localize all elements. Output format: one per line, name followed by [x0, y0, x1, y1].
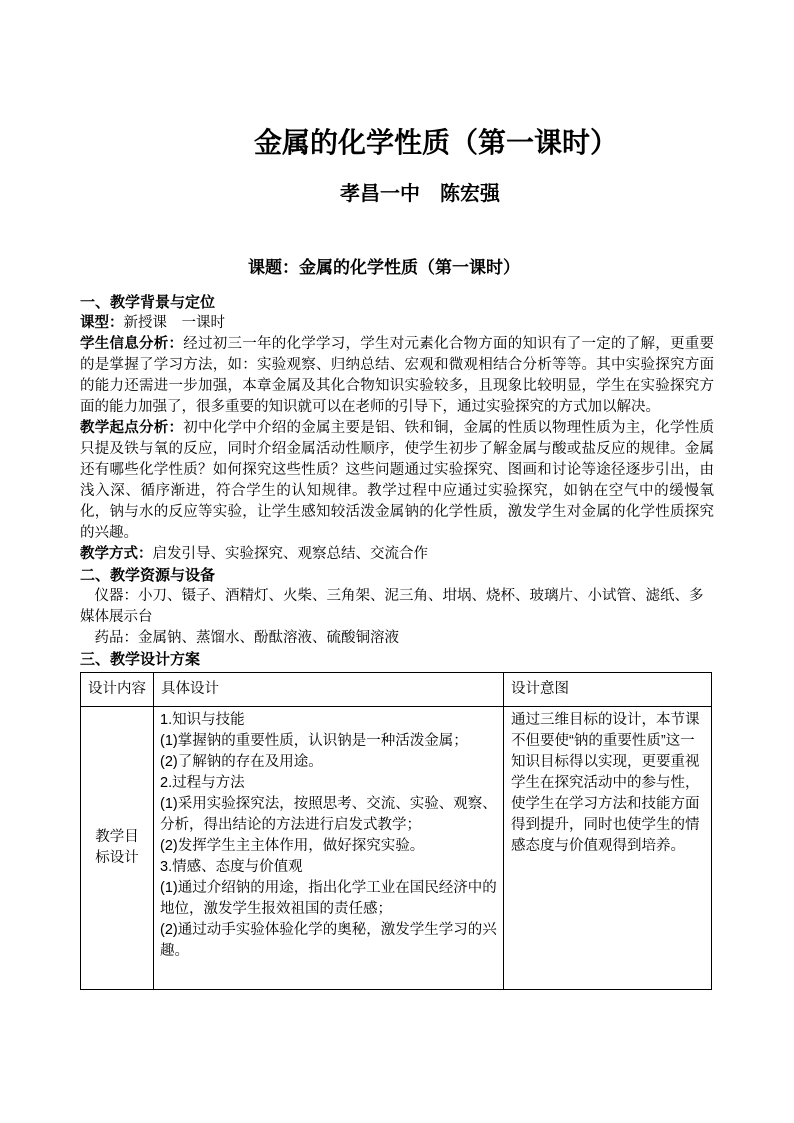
design-line: 1.知识与技能: [160, 712, 245, 728]
table-header-specific-design: 具体设计: [154, 673, 504, 707]
design-line: (1)掌握钠的重要性质，认识钠是一种活泼金属；: [160, 733, 468, 749]
chemicals-paragraph: 药品：金属钠、蒸馏水、酚酞溶液、硫酸铜溶液: [94, 630, 399, 646]
teaching-method-label: 教学方式：: [80, 546, 153, 562]
design-plan-table: [80, 672, 712, 990]
table-row: [81, 707, 712, 990]
design-line: (2)了解钠的存在及用途。: [160, 754, 323, 770]
section-3-heading: 三、教学设计方案: [80, 651, 201, 668]
design-line: (1)采用实验探究法，按照思考、交流、实验、观察、分析，得出结论的方法进行启发式教学；: [160, 796, 497, 833]
design-line: 2.过程与方法: [160, 775, 245, 791]
lesson-topic-heading: 课题：金属的化学性质（第一课时）: [248, 258, 520, 277]
design-line: (2)发挥学生主主体作用，做好探究实验。: [160, 838, 425, 854]
starting-point-paragraph: [80, 418, 714, 544]
table-header-row: [81, 673, 712, 707]
student-info-text: 经过初三一年的化学学习，学生对元素化合物方面的知识有了一定的了解，更重要的是掌握了学习方法，如：实验观察、归纳总结、宏观和微观相结合分析等等。其中实验探究方面的能力还需进一步加强，本章金属及其化合物知识实验较多，且现象比较明显，学生在实验探究方面的能力加强了，很多重要的知识就可以在老师的引导下，通过实验探究的方式加以解决。: [80, 336, 714, 415]
cell-design-intent: 通过三维目标的设计，本节课不但要使“钠的重要性质”这一知识目标得以实现，更要重视学生在探究活动中的参与性，使学生在学习方法和技能方面得到提升，同时也使学生的情感态度与价值观得到培养。: [504, 707, 712, 990]
doc-title: 金属的化学性质（第一课时）: [253, 127, 618, 158]
table-header-design-intent: 设计意图: [504, 673, 712, 707]
doc-author: 孝昌一中 陈宏强: [340, 183, 500, 205]
section-1-heading: 一、教学背景与定位: [80, 294, 216, 311]
table-header-design-content: 设计内容: [81, 673, 154, 707]
course-type-line: [80, 313, 714, 334]
starting-point-label: 教学起点分析：: [80, 420, 184, 436]
cell-specific-design: [154, 707, 504, 990]
starting-point-text: 初中化学中介绍的金属主要是铝、铁和铜，金属的性质以物理性质为主，化学性质只提及铁与氧的反应，同时介绍金属活动性顺序，使学生初步了解金属与酸或盐反应的规律。金属还有哪些化学性质？如何探究这些性质？这些问题通过实验探究、图画和讨论等途径逐步引出，由浅入深、循序渐进，符合学生的认知规律。教学过程中应通过实验探究，如钠在空气中的缓慢氧化，钠与水的反应等实验，让学生感知较活泼金属钠的化学性质，激发学生对金属的化学性质探究的兴趣。: [80, 420, 714, 541]
design-line: (2)通过动手实验体验化学的奥秘，激发学生学习的兴趣。: [160, 922, 497, 959]
student-info-label: 学生信息分析：: [80, 336, 184, 352]
course-type-value: 新授课 一课时: [123, 315, 225, 331]
student-info-paragraph: [80, 334, 714, 418]
instruments-paragraph: 仪器：小刀、镊子、酒精灯、火柴、三角架、泥三角、坩埚、烧杯、玻璃片、小试管、滤纸、多媒体展示台: [80, 588, 704, 625]
course-type-label: 课型：: [80, 315, 124, 331]
teaching-method-line: [80, 544, 714, 565]
teaching-method-value: 启发引导、实验探究、观察总结、交流合作: [152, 546, 428, 562]
section-2-heading: 二、教学资源与设备: [80, 567, 216, 584]
design-line: (1)通过介绍钠的用途，指出化学工业在国民经济中的地位，激发学生报效祖国的责任感；: [160, 880, 497, 917]
design-line: 3.情感、态度与价值观: [160, 859, 303, 875]
cell-design-content: 教学目标设计: [81, 707, 154, 990]
